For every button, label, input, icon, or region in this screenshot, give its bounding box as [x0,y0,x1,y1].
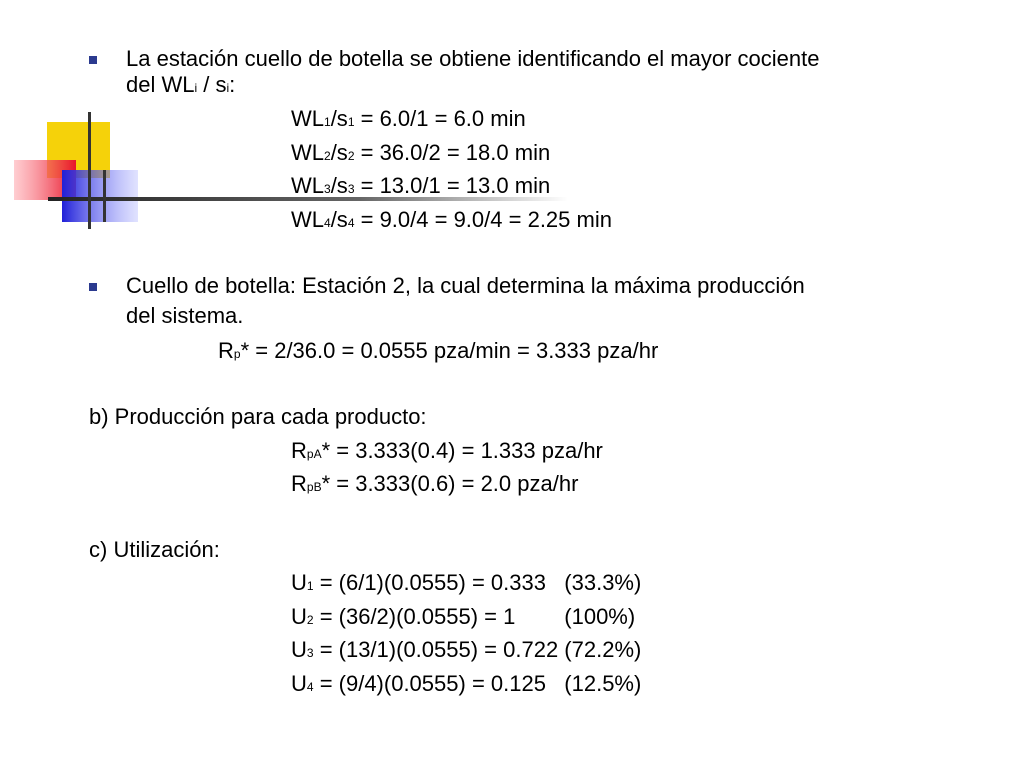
wl-line-3: WL3/s3 = 13.0/1 = 13.0 min [291,173,551,198]
blue-square [62,170,138,222]
bullet-marker [89,283,97,291]
wl-line-4: WL4/s4 = 9.0/4 = 9.0/4 = 2.25 min [291,207,612,232]
bullet-marker [89,56,97,64]
bullet-2-line-2: del sistema. [126,303,244,328]
u-line-1: U1 = (6/1)(0.0555) = 0.333 (33.3%) [291,570,642,595]
vertical-rule-right [103,170,106,222]
section-c-heading: c) Utilización: [89,537,220,562]
section-b-heading: b) Producción para cada producto: [89,404,427,429]
u-line-3: U3 = (13/1)(0.0555) = 0.722 (72.2%) [291,637,642,662]
vertical-rule-left [88,112,91,229]
rpb-line: RpB* = 3.333(0.6) = 2.0 pza/hr [291,471,579,496]
rp-line: Rp* = 2/36.0 = 0.0555 pza/min = 3.333 pza/hr [218,338,659,363]
bullet-2-line-1: Cuello de botella: Estación 2, la cual determina la máxima producción [126,273,805,298]
wl-line-1: WL1/s1 = 6.0/1 = 6.0 min [291,106,526,131]
wl-line-2: WL2/s2 = 36.0/2 = 18.0 min [291,140,551,165]
u-line-2: U2 = (36/2)(0.0555) = 1 (100%) [291,604,636,629]
u-line-4: U4 = (9/4)(0.0555) = 0.125 (12.5%) [291,671,642,696]
rpa-line: RpA* = 3.333(0.4) = 1.333 pza/hr [291,438,603,463]
bullet-1-line-1: La estación cuello de botella se obtiene identificando el mayor cociente [126,46,820,71]
bullet-1-line-2: del WLi / si: [126,72,236,97]
